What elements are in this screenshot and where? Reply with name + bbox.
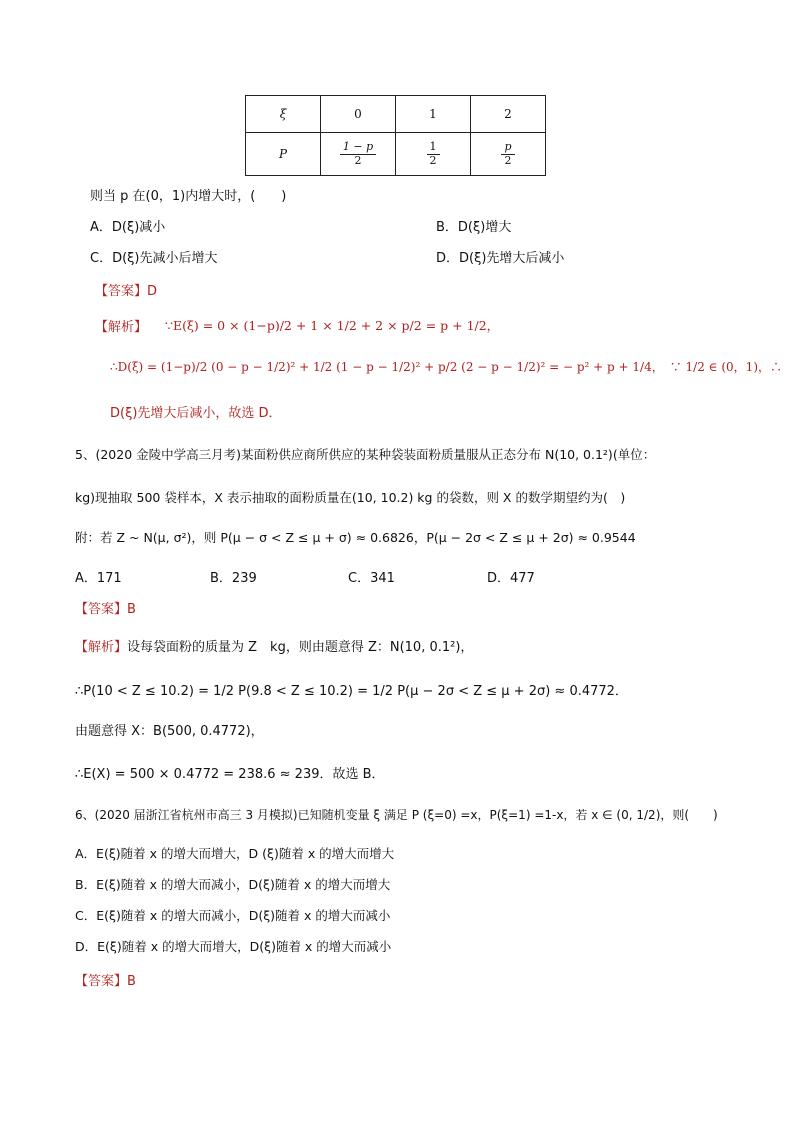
option-c: C．D(ξ)先减小后增大: [90, 251, 218, 266]
table-cell: 1: [396, 96, 471, 133]
question-stem: 6、(2020 届浙江省杭州市高三 3 月模拟)已知随机变量 ξ 满足 P (ξ=0) =x，P(ξ=1) =1-x，若 x ∈ (0, 1/2)，则( ): [75, 808, 718, 822]
analysis-line: 由题意得 X：B(500, 0.4772)，: [75, 724, 264, 739]
option-d: D．E(ξ)随着 x 的增大而增大，D(ξ)随着 x 的增大而减小: [75, 939, 392, 954]
question-stem: 则当 p 在(0，1)内增大时，( ): [90, 189, 287, 204]
analysis-line: ∵E(ξ) = 0 × (1−p)/2 + 1 × 1/2 + 2 × p/2 = p + 1/2，: [165, 318, 500, 333]
table-cell: P: [246, 133, 321, 176]
analysis-line: D(ξ)先增大后减小，故选 D．: [110, 406, 282, 421]
analysis-line: 设每袋面粉的质量为 Z kg，则由题意得 Z：N(10, 0.1²)，: [127, 640, 474, 655]
question-stem: 5、(2020 金陵中学高三月考)某面粉供应商所供应的某种袋装面粉质量服从正态分布 N(10, 0.1²)(单位：: [75, 447, 656, 462]
option-c: C．E(ξ)随着 x 的增大而减小，D(ξ)随着 x 的增大而减小: [75, 908, 391, 923]
option-a: A．E(ξ)随着 x 的增大而增大，D (ξ)随着 x 的增大而增大: [75, 846, 395, 861]
option-a: A．171: [75, 571, 122, 586]
answer-label: 【答案】B: [75, 602, 136, 617]
distribution-table: [245, 95, 546, 176]
answer-label: 【答案】B: [75, 974, 136, 989]
option-c: C．341: [348, 571, 395, 586]
option-a: A．D(ξ)减小: [90, 220, 166, 235]
table-cell: ξ: [246, 96, 321, 133]
table-cell: 0: [321, 96, 396, 133]
analysis-line: ∴E(X) = 500 × 0.4772 = 238.6 ≈ 239．故选 B．: [75, 767, 385, 782]
table-cell: $\frac{p}{2}$: [471, 133, 546, 176]
answer-label: 【答案】D: [95, 284, 158, 299]
option-b: B．D(ξ)增大: [436, 220, 512, 235]
option-b: B．239: [210, 571, 257, 586]
analysis-line: ∴D(ξ) = (1−p)/2 (0 − p − 1/2)² + 1/2 (1 − p − 1/2)² + p/2 (2 − p − 1/2)² = − p² + p + 1/4， ∵ 1/2 ∈ (0，1)，∴: [110, 360, 782, 374]
question-note: 附：若 Z ~ N(μ, σ²)，则 P(μ − σ < Z ≤ μ + σ) ≈ 0.6826，P(μ − 2σ < Z ≤ μ + 2σ) ≈ 0.9544: [75, 530, 636, 545]
table-cell: $\frac{1}{2}$: [396, 133, 471, 176]
option-d: D．477: [487, 571, 535, 586]
question-stem: kg)现抽取 500 袋样本，X 表示抽取的面粉质量在(10, 10.2) kg 的袋数，则 X 的数学期望约为( ): [75, 490, 626, 505]
option-b: B．E(ξ)随着 x 的增大而减小，D(ξ)随着 x 的增大而增大: [75, 877, 391, 892]
table-cell: $\frac{1 - p}{2}$: [321, 133, 396, 176]
analysis-line: ∴P(10 < Z ≤ 10.2) = 1/2 P(9.8 < Z ≤ 10.2) = 1/2 P(μ − 2σ < Z ≤ μ + 2σ) ≈ 0.4772．: [75, 684, 628, 699]
option-d: D．D(ξ)先增大后减小: [436, 251, 565, 266]
analysis-label: 【解析】: [95, 320, 148, 335]
analysis-label: 【解析】: [75, 640, 128, 655]
table-cell: 2: [471, 96, 546, 133]
